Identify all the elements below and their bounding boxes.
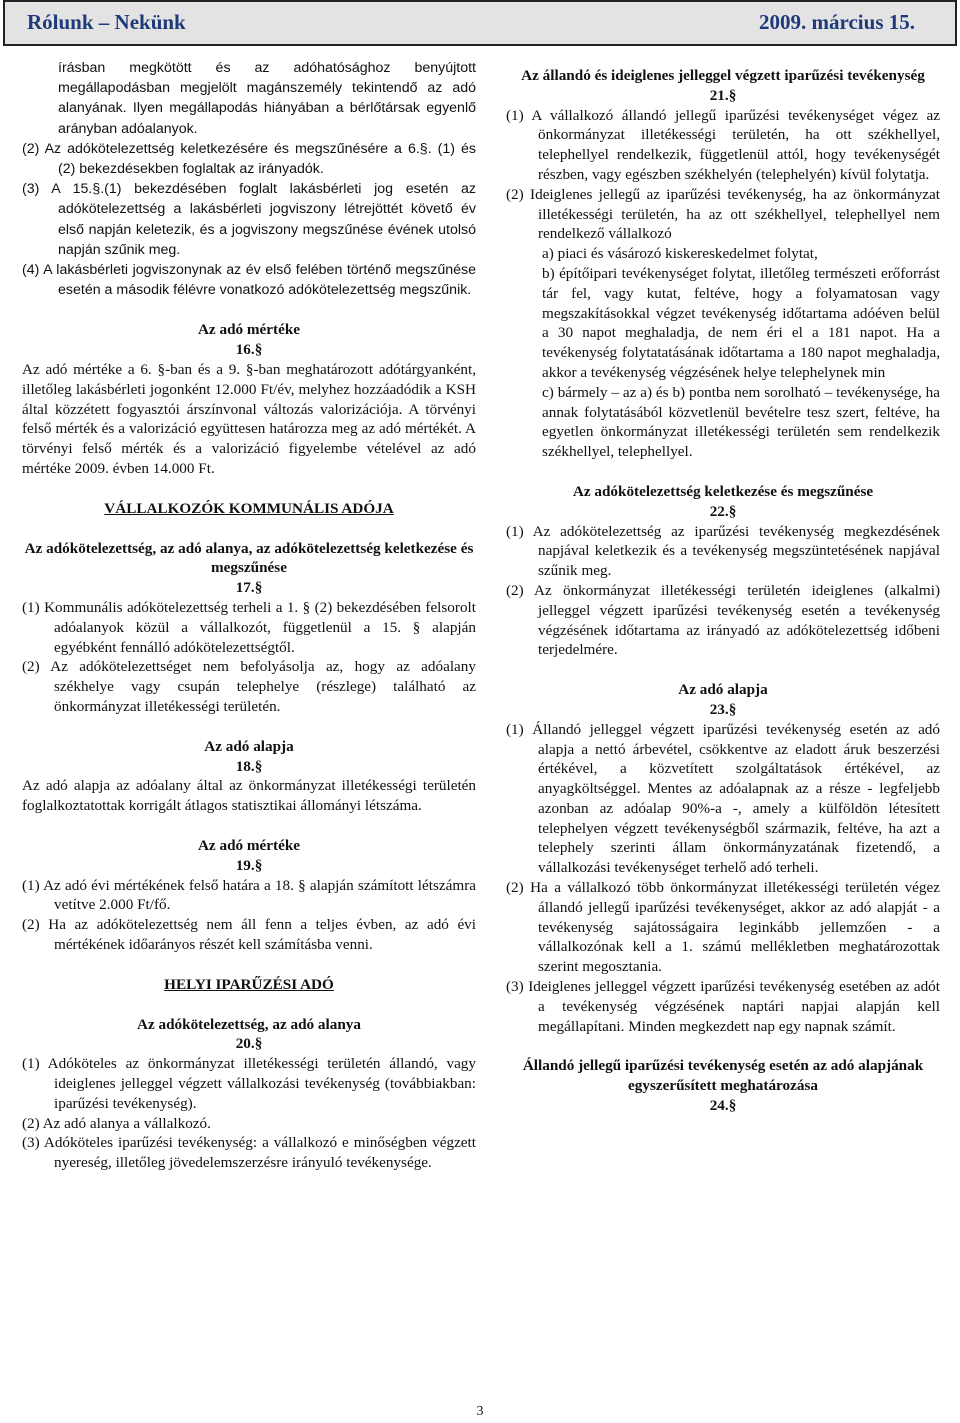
paragraph: Az adó mértéke a 6. §-ban és a 9. §-ban meghatározott adótárgyanként, illetőleg lakásbérleti jogonként 12.000 Ft/év, melyhez hozzáadódik a KSH által közzétett fogyasztói árszínvonal változás valorizációja. A törvényi felső mérték és a valorizáció együttesen határozza meg az adó mértékét. A törvényi felső mérték és a valorizáció figyelembe vételével az adó mértéke 2009. évben 14.000 Ft. (22, 361, 476, 478)
paragraph: (2) Az adó alanya a vállalkozó. (22, 1114, 211, 1132)
section-heading: Az adókötelezettség, az adó alanya, az adókötelezettség keletkezése és megszűnése (24, 539, 474, 577)
header-title: Rólunk – Nekünk (27, 10, 186, 34)
paragraph: (1) A vállalkozó állandó jellegű iparűzési tevékenységet végez az önkormányzat illetékességi területén, ha ott székhellyel, telephellyel rendelkezik, függetlenül attól, hogy tevékenységét részben, vagy egészben székhelyén (telephelyén) kívül folytatja. (506, 106, 940, 183)
paragraph: (3) Ideiglenes jelleggel végzett iparűzési tevékenység esetében az adót a tevékenység végzésének naptári napjai alapján kell megállapítani. Minden megkezdett nap egy napnak számít. (506, 978, 940, 1035)
paragraph: (1) Adóköteles az önkormányzat illetékességi területén állandó, vagy ideiglenes jelleggel végzett vállalkozási tevékenység (továbbiakban: iparűzési tevékenység). (22, 1055, 476, 1112)
paragraph: (1) Az adókötelezettség az iparűzési tevékenység megkezdésének napjával keletkezik és a tevékenység megszüntetésének napjával szűnik meg. (506, 522, 940, 580)
section-heading: Az adó alapja (204, 737, 294, 755)
header-date: 2009. március 15. (759, 10, 915, 34)
left-column (22, 58, 476, 1173)
right-column (506, 66, 940, 1116)
section-heading: Az adó mértéke (197, 321, 301, 339)
paragraph: (3) Adóköteles iparűzési tevékenység: a vállalkozó e minőségben végzett nyereség, illetőleg jövedelemszerzésre irányuló tevékenysége. (22, 1134, 476, 1172)
paragraph: (2) Ha az adókötelezettség nem áll fenn a teljes évben, az adó évi mértékének időarányos részét kell számításba venni. (22, 916, 476, 953)
section-heading: Állandó jellegű iparűzési tevékenység esetén az adó alapjának egyszerűsített meghatározása (522, 1057, 924, 1095)
chapter-title: VÁLLALKOZÓK KOMMUNÁLIS ADÓJA (104, 499, 394, 517)
page-header (3, 0, 957, 46)
section-heading: Az adókötelezettség, az adó alanya (137, 1015, 361, 1033)
paragraph: írásban megkötött és az adóhatósághoz benyújtott megállapodásban megjelölt magánszemély tekintendő az adó alanyának. Ilyen megállapodás hiányában a bérlőtársak egyenlő arányban adóalanyok. (58, 60, 476, 137)
section-heading: Az adó alapja (678, 681, 768, 699)
list-item: b) építőipari tevékenységet folytat, illetőleg természeti erőforrást tár fel, vagy kutat, feltéve, hogy a folyamatosan vagy megszakításokkal végzet tevékenység időtartama adóéven belül a 30 napot meghaladja, de nem éri el a 181 napot. Ha a tevékenység folytatatásának időtartama a 180 napot meghaladja, akkor a tevékenység végzésének helye telephelynek min (542, 264, 940, 381)
paragraph: (2) Ha a vállalkozó több önkormányzat illetékességi területén végez állandó jellegű iparűzési tevékenységet, akkor az adó alapját - a tevékenység sajátosságaira leginkább jellemzően - a vállalkozónak kell a 1. számú mellékletben meghatározottak szerint megosztania. (506, 879, 940, 976)
chapter-title: HELYI IPARŰZÉSI ADÓ (164, 975, 334, 993)
paragraph: (2) Ideiglenes jellegű az iparűzési tevékenység, ha az önkormányzat illetékességi területén, ha az ott székhellyel, telephellyel nem rendelkező vállalkozó (506, 185, 940, 243)
section-number: 21.§ (709, 86, 737, 104)
paragraph: (2) Az adókötelezettséget nem befolyásolja az, hogy az adóalany székhelye vagy csupán telephelye (részlege) található az önkormányzat illetékességi területén. (22, 658, 476, 715)
section-number: 16.§ (235, 341, 263, 359)
paragraph: (1) Állandó jelleggel végzett iparűzési tevékenység esetén az adó alapja a nettó árbevétel, csökkentve az eladott áruk beszerzési értékével, a közvetített szolgáltatások értékével, az anyagköltséggel. Mentes az adóalapnak az a része - legfeljebb azonban az adóalap 90%-a -, amely a külföldön létesített telephelyen végzett tevékenységből származik, feltéve, ha azt a telephely szerinti állam önkormányzatának fizetendő, a vállalkozási tevékenységet terhelő adó terheli. (506, 720, 940, 877)
section-number: 24.§ (709, 1097, 737, 1115)
paragraph: (1) Kommunális adókötelezettség terheli a 1. § (2) bekezdésében felsorolt adóalanyok közül a vállalkozót, függetlenül a 15. § alapján egyébként fennálló adókötelezettségtől. (22, 599, 476, 656)
section-heading: Az állandó és ideiglenes jelleggel végzett iparűzési tevékenység (521, 67, 925, 84)
paragraph: (1) Az adó évi mértékének felső határa a 18. § alapján számított létszámra vetítve 2.000 Ft/fő. (22, 876, 476, 914)
section-number: 22.§ (709, 502, 737, 520)
list-item: c) bármely – az a) és b) pontba nem sorolható – tevékenysége, ha annak folytatásából közvetlenül bevételre tesz szert, feltéve, ha egyetlen önkormányzat illetékességi területén sem rendelkezik székhellyel, telephellyel. (542, 383, 940, 461)
paragraph: (2) Az adókötelezettség keletkezésére és megszűnésére a 6.§. (1) és (2) bekezdésekben foglaltak az irányadók. (22, 140, 476, 178)
section-heading: Az adókötelezettség keletkezése és megszűnése (572, 482, 874, 500)
paragraph: Az adó alapja az adóalany által az önkormányzat illetékességi területén foglalkoztatottak korrigált átlagos statisztikai állományi létszáma. (22, 777, 476, 815)
paragraph: (4) A lakásbérleti jogviszonynak az év első felében történő megszűnése esetén a második félévre vonatkozó adókötelezettség megszűnik. (22, 262, 476, 299)
paragraph: (3) A 15.§.(1) bekezdésében foglalt lakásbérleti jog esetén az adókötelezettség a lakásbérleti jogviszony létrejöttét követő év első napján keletezik, és a jogviszony megszűnése évének utolsó napján szűnik meg. (22, 181, 476, 258)
section-number: 18.§ (235, 757, 263, 775)
section-number: 19.§ (235, 856, 263, 874)
list-item: a) piaci és vásározó kiskereskedelmet folytat, (542, 245, 818, 263)
section-number: 17.§ (235, 579, 263, 597)
page-number: 3 (476, 1404, 484, 1419)
paragraph: (2) Az önkormányzat illetékességi területén ideiglenes (alkalmi) jelleggel végzett iparűzési tevékenység esetén a tevékenység végzésének időtartama az irányadó az adókötelezettség időbeni terjedelmére. (506, 581, 940, 659)
section-number: 20.§ (235, 1035, 263, 1053)
section-heading: Az adó mértéke (197, 836, 301, 854)
left-intro (22, 58, 476, 300)
section-number: 23.§ (709, 700, 737, 718)
